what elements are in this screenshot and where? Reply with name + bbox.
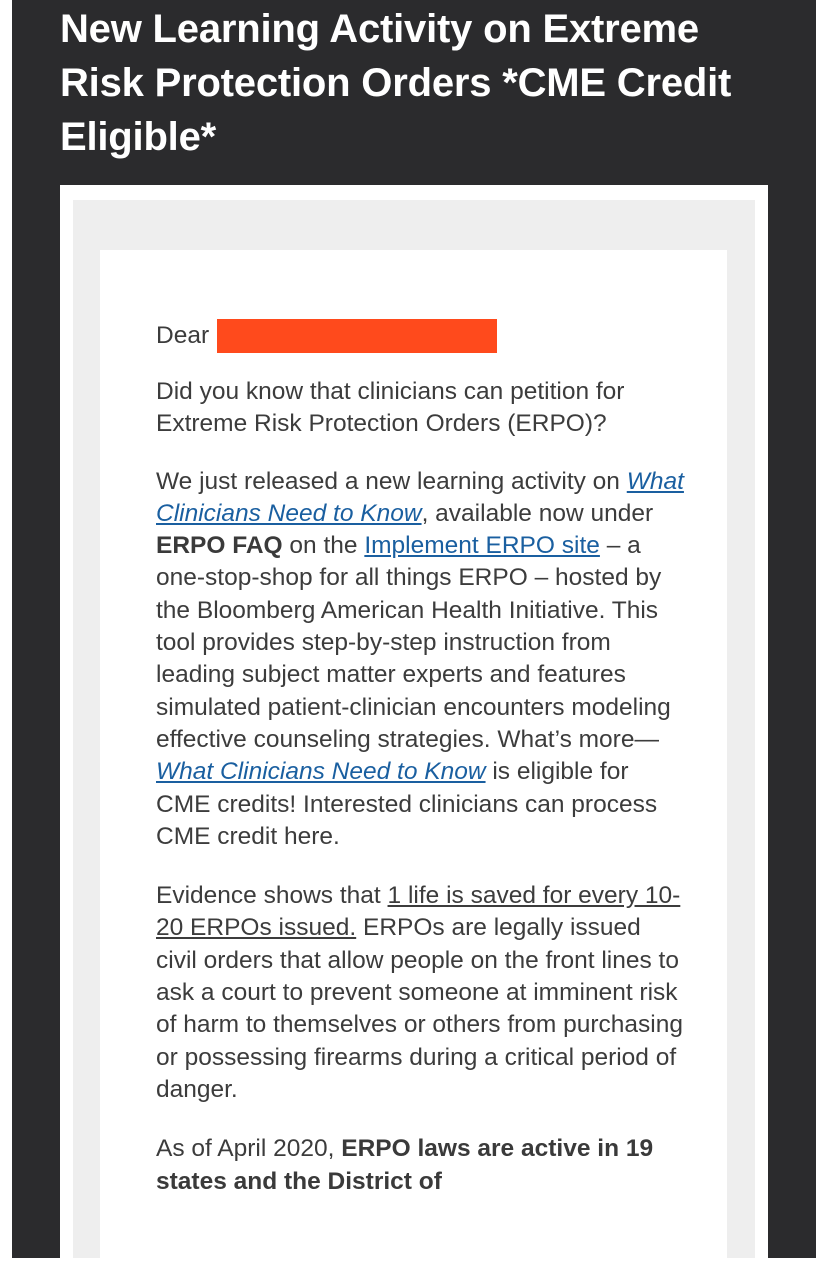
p3-text-2: ERPOs are legally issued civil orders that allow people on the front lines to ask a court to prevent someone at imminent risk of harm to themselves or others from purchasing or possessing firearms during a critical period of danger. xyxy=(156,914,683,1103)
title-line-1: New Learning Activity on Extreme xyxy=(60,7,699,51)
email-body-content xyxy=(156,318,686,1198)
link-implement-erpo-site[interactable]: Implement ERPO site xyxy=(364,532,600,560)
p2-text-5: is eligible for CME credits! Interested clinicians can process CME credit here. xyxy=(156,758,658,850)
title-line-2: Risk Protection Orders *CME Credit xyxy=(60,61,732,105)
title-line-3: Eligible* xyxy=(60,115,217,159)
link-what-clinicians-need-to-know-2[interactable]: What Clinicians Need to Know xyxy=(156,758,486,786)
greeting-word: Dear xyxy=(156,321,210,349)
p2-text-4: – a one-stop-shop for all things ERPO – hosted by the Bloomberg American Health Initiative. This tool provides step-by-step instruction from leading subject matter experts and features simulated patient-clinician encounters modeling effective counseling strategies. What’s more— xyxy=(156,532,671,753)
p2-bold-erpo-faq: ERPO FAQ xyxy=(156,532,283,560)
screen-edge-left xyxy=(0,0,12,1264)
greeting xyxy=(156,318,686,354)
redacted-name xyxy=(217,319,497,353)
paragraph-states xyxy=(156,1133,686,1198)
screen-edge-bottom xyxy=(0,1258,828,1264)
p2-text-3: on the xyxy=(282,532,365,560)
email-subject-title xyxy=(60,2,780,164)
p2-text-1: We just released a new learning activity on xyxy=(156,467,627,495)
paragraph-evidence xyxy=(156,880,686,1106)
paragraph-intro: Did you know that clinicians can petition for Extreme Risk Protection Orders (ERPO)? xyxy=(156,378,625,438)
p4-bold-laws-active: ERPO laws are active in 19 states and the District of xyxy=(156,1135,654,1195)
p4-text-1: As of April 2020, xyxy=(156,1135,342,1163)
p3-text-1: Evidence shows that xyxy=(156,882,388,910)
link-lives-saved[interactable]: 1 life is saved for every 10-20 ERPOs issued. xyxy=(156,882,681,942)
screen-edge-right xyxy=(816,0,828,1264)
paragraph-activity xyxy=(156,466,686,854)
p2-text-2: , available now under xyxy=(421,499,654,527)
link-what-clinicians-need-to-know[interactable]: What Clinicians Need to Know xyxy=(156,467,684,527)
